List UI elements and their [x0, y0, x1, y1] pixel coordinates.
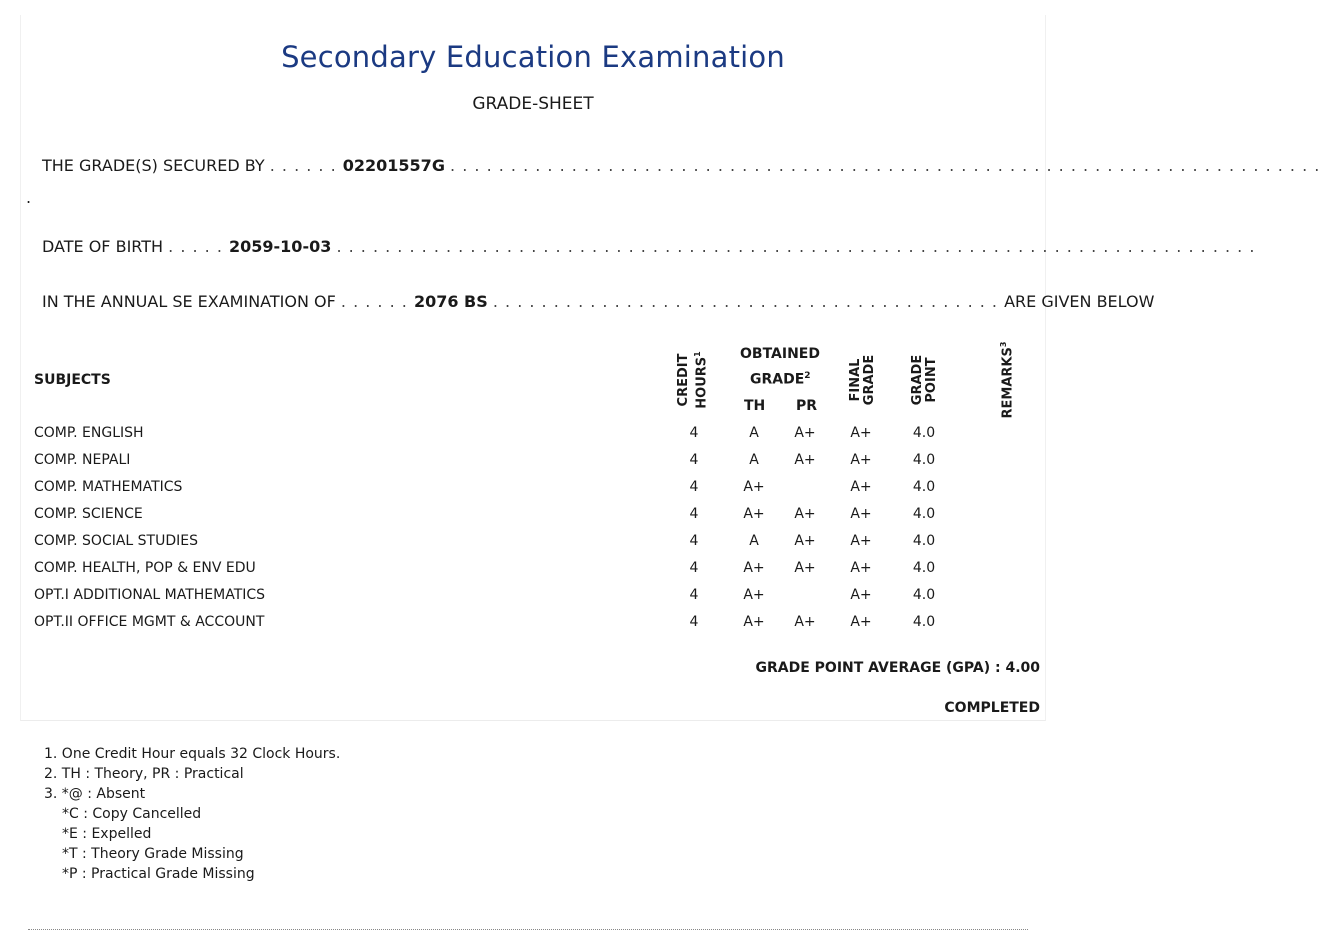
grade-point-cell: 4.0	[912, 560, 936, 576]
credit-hours-cell: 4	[689, 560, 699, 576]
footnote-item: *E : Expelled	[62, 826, 152, 842]
subject-name: COMP. ENGLISH	[34, 425, 144, 441]
header-remarks: REMARKS$^3$	[999, 341, 1016, 419]
subject-name: OPT.II OFFICE MGMT & ACCOUNT	[34, 614, 265, 630]
dob-value: 2059-10-03	[229, 237, 332, 256]
header-subjects: SUBJECTS	[34, 372, 111, 388]
grade-point-cell: 4.0	[912, 533, 936, 549]
gpa-value: 4.00	[1005, 660, 1040, 676]
dob-label: DATE OF BIRTH	[42, 237, 164, 256]
theory-grade-cell: A	[749, 452, 759, 468]
symbol-number: 02201557G	[342, 156, 445, 175]
header-pr: PR	[796, 398, 818, 414]
subject-name: COMP. MATHEMATICS	[34, 479, 183, 495]
theory-grade-cell: A	[749, 425, 759, 441]
footnote-item: *T : Theory Grade Missing	[62, 846, 244, 862]
header-final-grade: FINAL GRADE	[848, 354, 877, 406]
theory-grade-cell: A+	[743, 479, 765, 495]
bottom-divider	[28, 929, 1028, 930]
status-completed: COMPLETED	[944, 700, 1040, 716]
practical-grade-cell: A+	[794, 506, 816, 522]
page-subtitle: GRADE-SHEET	[472, 94, 594, 114]
practical-grade-cell: A+	[794, 452, 816, 468]
exam-year: 2076 BS	[413, 292, 488, 311]
credit-hours-cell: 4	[689, 614, 699, 630]
subject-name: COMP. SOCIAL STUDIES	[34, 533, 199, 549]
theory-grade-cell: A+	[743, 587, 765, 603]
footnote-item: *C : Copy Cancelled	[62, 806, 202, 822]
credit-hours-cell: 4	[689, 587, 699, 603]
theory-grade-cell: A+	[743, 560, 765, 576]
header-credit-hours: CREDIT HOURS$^1$	[676, 351, 710, 409]
secured-by-line: THE GRADE(S) SECURED BY . . . . . . 02201557G . . . . . . . . . . . . . . . . . . . . . . . . . . . . . . . . . . . . . . . . . . . . . . . . . . . . . . . . . . . . . . . . . . . . . . . .	[42, 156, 1320, 175]
theory-grade-cell: A+	[743, 506, 765, 522]
credit-hours-cell: 4	[689, 452, 699, 468]
exam-suffix: ARE GIVEN BELOW	[1004, 292, 1155, 311]
final-grade-cell: A+	[850, 452, 872, 468]
footnote-item: 1. One Credit Hour equals 32 Clock Hours.	[44, 746, 341, 762]
footnote-item: *P : Practical Grade Missing	[62, 866, 255, 882]
credit-hours-cell: 4	[689, 506, 699, 522]
practical-grade-cell: A+	[794, 614, 816, 630]
footnote-item: 3. *@ : Absent	[44, 786, 146, 802]
exam-label: IN THE ANNUAL SE EXAMINATION OF	[42, 292, 336, 311]
final-grade-cell: A+	[850, 614, 872, 630]
grade-point-cell: 4.0	[912, 506, 936, 522]
credit-hours-cell: 4	[689, 479, 699, 495]
footnote-item: 2. TH : Theory, PR : Practical	[44, 766, 244, 782]
final-grade-cell: A+	[850, 479, 872, 495]
grade-point-cell: 4.0	[912, 614, 936, 630]
grade-point-cell: 4.0	[912, 425, 936, 441]
subject-name: COMP. NEPALI	[34, 452, 131, 468]
credit-hours-cell: 4	[689, 425, 699, 441]
page-title: Secondary Education Examination	[281, 40, 785, 74]
credit-hours-cell: 4	[689, 533, 699, 549]
grade-point-cell: 4.0	[912, 452, 936, 468]
grade-point-cell: 4.0	[912, 479, 936, 495]
stray-mark: .	[26, 188, 32, 207]
practical-grade-cell: A+	[794, 560, 816, 576]
practical-grade-cell: A+	[794, 425, 816, 441]
grade-point-cell: 4.0	[912, 587, 936, 603]
final-grade-cell: A+	[850, 560, 872, 576]
exam-line: IN THE ANNUAL SE EXAMINATION OF . . . . . . 2076 BS . . . . . . . . . . . . . . . . . . . . . . . . . . . . . . . . . . . . . . . . . . ARE GIVEN BELOW	[42, 292, 1155, 311]
secured-by-label: THE GRADE(S) SECURED BY	[42, 156, 265, 175]
header-obtained: OBTAINED	[740, 346, 820, 362]
final-grade-cell: A+	[850, 425, 872, 441]
final-grade-cell: A+	[850, 587, 872, 603]
final-grade-cell: A+	[850, 506, 872, 522]
subject-name: COMP. SCIENCE	[34, 506, 143, 522]
dob-line: DATE OF BIRTH . . . . . 2059-10-03 . . . . . . . . . . . . . . . . . . . . . . . . . . . . . . . . . . . . . . . . . . . . . . . . . . . . . . . . . . . . . . . . . . . . . . . . . . . .	[42, 237, 1256, 256]
gpa-summary	[756, 660, 1041, 676]
gpa-label: GRADE POINT AVERAGE (GPA) :	[755, 660, 1001, 676]
header-th: TH	[744, 398, 766, 414]
final-grade-cell: A+	[850, 533, 872, 549]
practical-grade-cell: A+	[794, 533, 816, 549]
subject-name: OPT.I ADDITIONAL MATHEMATICS	[34, 587, 266, 603]
header-obtained-grade: GRADE$^2$	[750, 371, 811, 388]
subject-name: COMP. HEALTH, POP & ENV EDU	[34, 560, 256, 576]
theory-grade-cell: A	[749, 533, 759, 549]
header-grade-point: GRADE POINT	[910, 354, 939, 406]
theory-grade-cell: A+	[743, 614, 765, 630]
